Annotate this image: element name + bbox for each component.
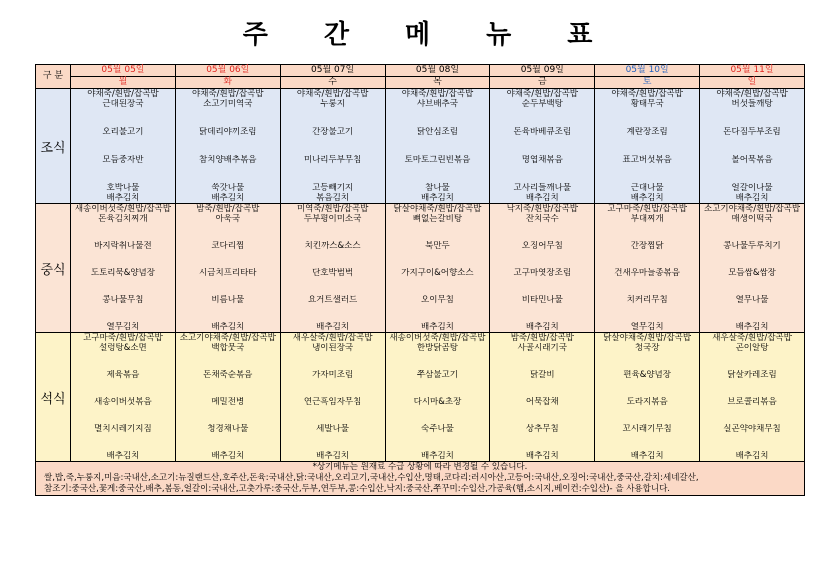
menu-item: 사골시래기국 xyxy=(517,343,567,353)
spacer xyxy=(700,137,804,155)
menu-item: 치커리무침 xyxy=(626,295,668,305)
header-date: 05월 06일 xyxy=(175,65,280,77)
menu-item: 배추김치 xyxy=(211,193,245,203)
header-date: 05월 07일 xyxy=(280,65,385,77)
menu-item: 밤죽/흰밥/잡곡밥 xyxy=(510,333,574,343)
menu-item: 소고기미역국 xyxy=(203,99,253,109)
spacer xyxy=(71,407,175,424)
menu-item: 배추김치 xyxy=(735,451,769,461)
menu-item: 배추김치 xyxy=(211,322,245,332)
note-row xyxy=(36,462,805,496)
menu-item: 소고기야채죽/흰밥/잡곡밥 xyxy=(704,204,801,214)
menu-item: 코다리찜 xyxy=(211,241,245,251)
menu-item: 야채죽/흰밥/잡곡밥 xyxy=(506,89,578,99)
spacer xyxy=(386,251,490,268)
menu-item: 배추김치 xyxy=(630,451,664,461)
menu-item: 배추김치 xyxy=(421,193,454,203)
spacer xyxy=(490,305,594,322)
menu-item: 표고버섯볶음 xyxy=(622,155,672,165)
title-char: 메 xyxy=(404,20,431,50)
menu-item: 멸치시레기지짐 xyxy=(94,424,152,434)
spacer xyxy=(595,109,699,127)
header-day: 목 xyxy=(385,77,490,89)
note-line: *상기메뉴는 원재료 수급 상황에 따라 변경될 수 있습니다. xyxy=(312,462,528,472)
header-date: 05월 10일 xyxy=(595,65,700,77)
spacer xyxy=(176,278,280,295)
header-day: 월 xyxy=(71,77,176,89)
spacer xyxy=(71,278,175,295)
menu-item: 청경채나물 xyxy=(207,424,249,434)
menu-item: 닭갈비 xyxy=(529,370,555,380)
spacer xyxy=(700,251,804,268)
menu-item: 청국장 xyxy=(634,343,660,353)
spacer xyxy=(595,165,699,183)
menu-item: 오리불고기 xyxy=(102,127,144,137)
spacer xyxy=(281,380,385,397)
menu-item: 낙지죽/흰밥/잡곡밥 xyxy=(506,204,578,214)
header-day: 일 xyxy=(700,77,805,89)
menu-cell xyxy=(280,89,385,204)
spacer xyxy=(595,137,699,155)
header-date-row xyxy=(36,65,805,77)
spacer xyxy=(71,137,175,155)
menu-cell xyxy=(595,204,700,333)
header-day-row xyxy=(36,77,805,89)
spacer xyxy=(386,278,490,295)
menu-item: 고구마죽/흰밥/잡곡밥 xyxy=(83,333,163,343)
menu-cell xyxy=(595,89,700,204)
spacer xyxy=(176,224,280,241)
menu-item: 배추김치 xyxy=(106,193,140,203)
menu-item: 근대된장국 xyxy=(102,99,144,109)
spacer xyxy=(700,380,804,397)
menu-item: 북만두 xyxy=(425,241,450,251)
menu-item: 고등빼기지 xyxy=(312,183,354,193)
menu-item: 배추김치 xyxy=(525,193,559,203)
menu-item: 새우살죽/흰밥/잡곡밥 xyxy=(292,333,373,343)
menu-item: 새송이버섯볶음 xyxy=(94,397,152,407)
menu-item: 뼈없는갈비탕 xyxy=(412,214,463,224)
spacer xyxy=(71,353,175,370)
menu-item: 세발나물 xyxy=(316,424,350,434)
menu-item: 열무김치 xyxy=(106,322,140,332)
dinner-row xyxy=(36,333,805,462)
spacer xyxy=(71,224,175,241)
menu-item: 새송이버섯죽/흰밥/잡곡밥 xyxy=(74,204,171,214)
menu-item: 새송이버섯죽/흰밥/잡곡밥 xyxy=(389,333,486,343)
menu-item: 볼어묵볶음 xyxy=(731,155,773,165)
menu-item: 부대찌개 xyxy=(630,214,664,224)
menu-item: 고구마죽/흰밥/잡곡밥 xyxy=(607,204,687,214)
menu-item: 연근흑임자무침 xyxy=(303,397,362,407)
menu-cell xyxy=(71,204,176,333)
title-char: 표 xyxy=(567,20,593,50)
menu-cell xyxy=(71,89,176,204)
weekly-menu-table xyxy=(35,64,805,496)
menu-cell xyxy=(385,333,490,462)
menu-item: 설렁탕&소면 xyxy=(99,343,147,353)
menu-cell xyxy=(71,333,176,462)
menu-item: 실곤약야채무침 xyxy=(723,424,781,434)
spacer xyxy=(176,407,280,424)
menu-item: 닭데리야끼조림 xyxy=(199,127,257,137)
note-line: 쌀,밥,죽,누룽지,미음:국내산,소고기:뉴질랜드산,호주산,돈육:국내산,닭:국내산,오리고기,국내산,수입산,명태,코다리:러시아산,고등어:국내산,오징어:국내산,중국산,갈치:세네갈산, xyxy=(44,473,699,483)
title-char: 뉴 xyxy=(486,20,512,50)
menu-item: 상추무침 xyxy=(525,424,559,434)
menu-item: 콩나물두루치기 xyxy=(723,241,781,251)
menu-item: 배추김치 xyxy=(211,451,245,461)
menu-item: 꼬시래기무침 xyxy=(622,424,672,434)
spacer xyxy=(281,407,385,424)
spacer xyxy=(176,137,280,155)
menu-item: 잔치국수 xyxy=(525,214,559,224)
menu-item: 모듬중자반 xyxy=(102,155,144,165)
spacer xyxy=(700,165,804,183)
menu-cell xyxy=(490,89,595,204)
menu-item: 오이무침 xyxy=(421,295,454,305)
menu-item: 샤브배추국 xyxy=(416,99,458,109)
header-day: 화 xyxy=(175,77,280,89)
menu-item: 야채죽/흰밥/잡곡밥 xyxy=(296,89,369,99)
menu-item: 황태무국 xyxy=(630,99,664,109)
menu-item: 도라지볶음 xyxy=(626,397,668,407)
spacer xyxy=(700,109,804,127)
spacer xyxy=(386,434,490,451)
spacer xyxy=(490,380,594,397)
menu-cell xyxy=(280,333,385,462)
spacer xyxy=(700,278,804,295)
menu-item: 밤죽/흰밥/잡곡밥 xyxy=(196,204,260,214)
menu-item: 참치양배추볶음 xyxy=(199,155,257,165)
header-date: 05월 09일 xyxy=(490,65,595,77)
spacer xyxy=(490,224,594,241)
spacer xyxy=(490,353,594,370)
menu-item: 모듬쌈&쌈장 xyxy=(728,268,776,278)
menu-item: 배추김치 xyxy=(316,451,350,461)
menu-item: 냉이된장국 xyxy=(312,343,354,353)
menu-cell xyxy=(175,204,280,333)
menu-item: 오징어무침 xyxy=(521,241,563,251)
spacer xyxy=(176,251,280,268)
spacer xyxy=(71,165,175,183)
menu-item: 참나물 xyxy=(425,183,450,193)
footnote xyxy=(36,462,805,496)
menu-cell xyxy=(385,89,490,204)
spacer xyxy=(386,305,490,322)
header-date: 05월 08일 xyxy=(385,65,490,77)
spacer xyxy=(176,380,280,397)
menu-item: 간장불고기 xyxy=(312,127,354,137)
spacer xyxy=(281,224,385,241)
meal-label-breakfast: 조식 xyxy=(36,89,71,204)
spacer xyxy=(700,305,804,322)
menu-item: 숙주나물 xyxy=(421,424,454,434)
menu-item: 명엽채볶음 xyxy=(521,155,563,165)
note-line: 참조기:중국산,꽃게:중국산,배추,봄동,얼갈이:국내산,고춧가루:중국산,두부,연두부,콩:수입산,낙지:중국산,쭈꾸미:수입산,가공육(햄,소시지,베이컨:수입산)- 을 사용합니다. xyxy=(44,484,670,494)
meal-label-lunch: 중식 xyxy=(36,204,71,333)
spacer xyxy=(700,353,804,370)
spacer xyxy=(490,278,594,295)
menu-item: 요거트샐러드 xyxy=(307,295,358,305)
menu-item: 한방닭곰탕 xyxy=(416,343,458,353)
menu-item: 고사리들깨나물 xyxy=(513,183,572,193)
menu-item: 계란장조림 xyxy=(626,127,668,137)
breakfast-row xyxy=(36,89,805,204)
spacer xyxy=(595,251,699,268)
spacer xyxy=(386,380,490,397)
spacer xyxy=(386,165,490,183)
menu-item: 야채죽/흰밥/잡곡밥 xyxy=(401,89,474,99)
spacer xyxy=(490,109,594,127)
menu-item: 배추김치 xyxy=(525,322,559,332)
menu-item: 도토리묵&양념장 xyxy=(90,268,155,278)
menu-item: 두부평이미소국 xyxy=(303,214,362,224)
menu-item: 버섯들깨탕 xyxy=(731,99,773,109)
spacer xyxy=(176,305,280,322)
spacer xyxy=(281,278,385,295)
menu-item: 돈채죽순볶음 xyxy=(203,370,253,380)
menu-item: 배추김치 xyxy=(421,322,454,332)
spacer xyxy=(490,407,594,424)
menu-item: 야채죽/흰밥/잡곡밥 xyxy=(87,89,159,99)
spacer xyxy=(490,137,594,155)
menu-item: 매생이떡국 xyxy=(731,214,773,224)
spacer xyxy=(386,109,490,127)
menu-item: 치킨까스&소스 xyxy=(304,241,361,251)
spacer xyxy=(281,137,385,155)
menu-item: 닭살야채죽/흰밥/잡곡밥 xyxy=(603,333,692,343)
menu-item: 백합뭇국 xyxy=(211,343,245,353)
menu-item: 비타민나물 xyxy=(521,295,563,305)
spacer xyxy=(700,407,804,424)
spacer xyxy=(176,353,280,370)
menu-cell xyxy=(490,333,595,462)
menu-item: 야채죽/흰밥/잡곡밥 xyxy=(611,89,683,99)
spacer xyxy=(281,305,385,322)
menu-item: 단호박범벅 xyxy=(312,268,354,278)
menu-item: 토마토그린빈볶음 xyxy=(404,155,471,165)
spacer xyxy=(595,224,699,241)
menu-item: 배추김치 xyxy=(525,451,559,461)
header-day: 금 xyxy=(490,77,595,89)
menu-item: 바지락취나물전 xyxy=(94,241,152,251)
menu-cell xyxy=(175,333,280,462)
spacer xyxy=(71,434,175,451)
menu-cell xyxy=(700,333,805,462)
menu-item: 쑥갓나물 xyxy=(211,183,245,193)
menu-item: 닭안심조림 xyxy=(416,127,458,137)
spacer xyxy=(490,434,594,451)
menu-item: 메밀전병 xyxy=(211,397,245,407)
menu-item: 시금치프리타타 xyxy=(199,268,257,278)
spacer xyxy=(490,251,594,268)
menu-item: 소고기야채죽/흰밥/잡곡밥 xyxy=(179,333,276,343)
menu-item: 배추김치 xyxy=(316,322,350,332)
spacer xyxy=(595,353,699,370)
spacer xyxy=(281,434,385,451)
spacer xyxy=(176,434,280,451)
spacer xyxy=(595,278,699,295)
spacer xyxy=(71,380,175,397)
menu-item: 배추김치 xyxy=(735,322,769,332)
menu-cell xyxy=(175,89,280,204)
spacer xyxy=(281,353,385,370)
menu-cell xyxy=(700,89,805,204)
menu-item: 얼갈이나물 xyxy=(731,183,773,193)
spacer xyxy=(490,165,594,183)
spacer xyxy=(71,251,175,268)
spacer xyxy=(700,434,804,451)
spacer xyxy=(281,165,385,183)
menu-item: 간장찜닭 xyxy=(630,241,664,251)
menu-item: 열무나물 xyxy=(735,295,769,305)
menu-item: 제육볶음 xyxy=(106,370,140,380)
spacer xyxy=(386,407,490,424)
spacer xyxy=(386,137,490,155)
spacer xyxy=(176,109,280,127)
spacer xyxy=(595,305,699,322)
menu-item: 쭈삼불고기 xyxy=(416,370,458,380)
spacer xyxy=(595,407,699,424)
menu-item: 누룽지 xyxy=(320,99,345,109)
menu-item: 가지구이&어향소스 xyxy=(401,268,474,278)
menu-item: 미나리두부무침 xyxy=(303,155,362,165)
menu-cell xyxy=(490,204,595,333)
menu-item: 돈육김치찌개 xyxy=(98,214,148,224)
menu-item: 고구마엿장조림 xyxy=(513,268,572,278)
spacer xyxy=(595,434,699,451)
menu-item: 어묵잡채 xyxy=(525,397,559,407)
menu-item: 아욱국 xyxy=(215,214,241,224)
menu-item: 근대나물 xyxy=(630,183,664,193)
menu-item: 콩나물무침 xyxy=(102,295,144,305)
menu-item: 곤이알탕 xyxy=(735,343,769,353)
title-char: 간 xyxy=(323,20,349,50)
menu-cell xyxy=(280,204,385,333)
spacer xyxy=(386,224,490,241)
menu-item: 배추김치 xyxy=(106,451,140,461)
meal-label-dinner: 석식 xyxy=(36,333,71,462)
menu-item: 편육&양념장 xyxy=(623,370,671,380)
spacer xyxy=(71,109,175,127)
page-title xyxy=(0,14,835,51)
spacer xyxy=(281,109,385,127)
header-day: 토 xyxy=(595,77,700,89)
menu-item: 다시마&초장 xyxy=(413,397,462,407)
header-date: 05월 05일 xyxy=(71,65,176,77)
menu-item: 브로콜리볶음 xyxy=(727,397,777,407)
menu-item: 닭살카레조림 xyxy=(727,370,777,380)
spacer xyxy=(700,224,804,241)
menu-item: 건새우마늘종볶음 xyxy=(614,268,680,278)
spacer xyxy=(176,165,280,183)
menu-item: 돈다짐두부조림 xyxy=(723,127,781,137)
menu-item: 야채죽/흰밥/잡곡밥 xyxy=(716,89,788,99)
menu-item: 비름나물 xyxy=(211,295,245,305)
spacer xyxy=(386,353,490,370)
menu-item: 배추김치 xyxy=(421,451,454,461)
spacer xyxy=(595,380,699,397)
menu-cell xyxy=(595,333,700,462)
spacer xyxy=(281,251,385,268)
lunch-row xyxy=(36,204,805,333)
menu-item: 호박나물 xyxy=(106,183,140,193)
menu-item: 가자미조림 xyxy=(312,370,354,380)
menu-item: 새우살죽/흰밥/잡곡밥 xyxy=(712,333,792,343)
gubun-header: 구 분 xyxy=(36,65,71,89)
menu-item: 배추김치 xyxy=(630,193,664,203)
header-date: 05월 11일 xyxy=(700,65,805,77)
header-day: 수 xyxy=(280,77,385,89)
menu-item: 닭살야채죽/흰밥/잡곡밥 xyxy=(393,204,482,214)
title-char: 주 xyxy=(242,20,268,50)
spacer xyxy=(71,305,175,322)
menu-item: 돈육바베큐조림 xyxy=(513,127,572,137)
menu-cell xyxy=(385,204,490,333)
menu-item: 순두부백탕 xyxy=(521,99,563,109)
menu-item: 배추김치 xyxy=(735,193,769,203)
menu-item: 볶음김치 xyxy=(316,193,350,203)
menu-item: 열무김치 xyxy=(630,322,664,332)
menu-item: 미역죽/흰밥/잡곡밥 xyxy=(296,204,369,214)
menu-cell xyxy=(700,204,805,333)
menu-item: 야채죽/흰밥/잡곡밥 xyxy=(192,89,264,99)
